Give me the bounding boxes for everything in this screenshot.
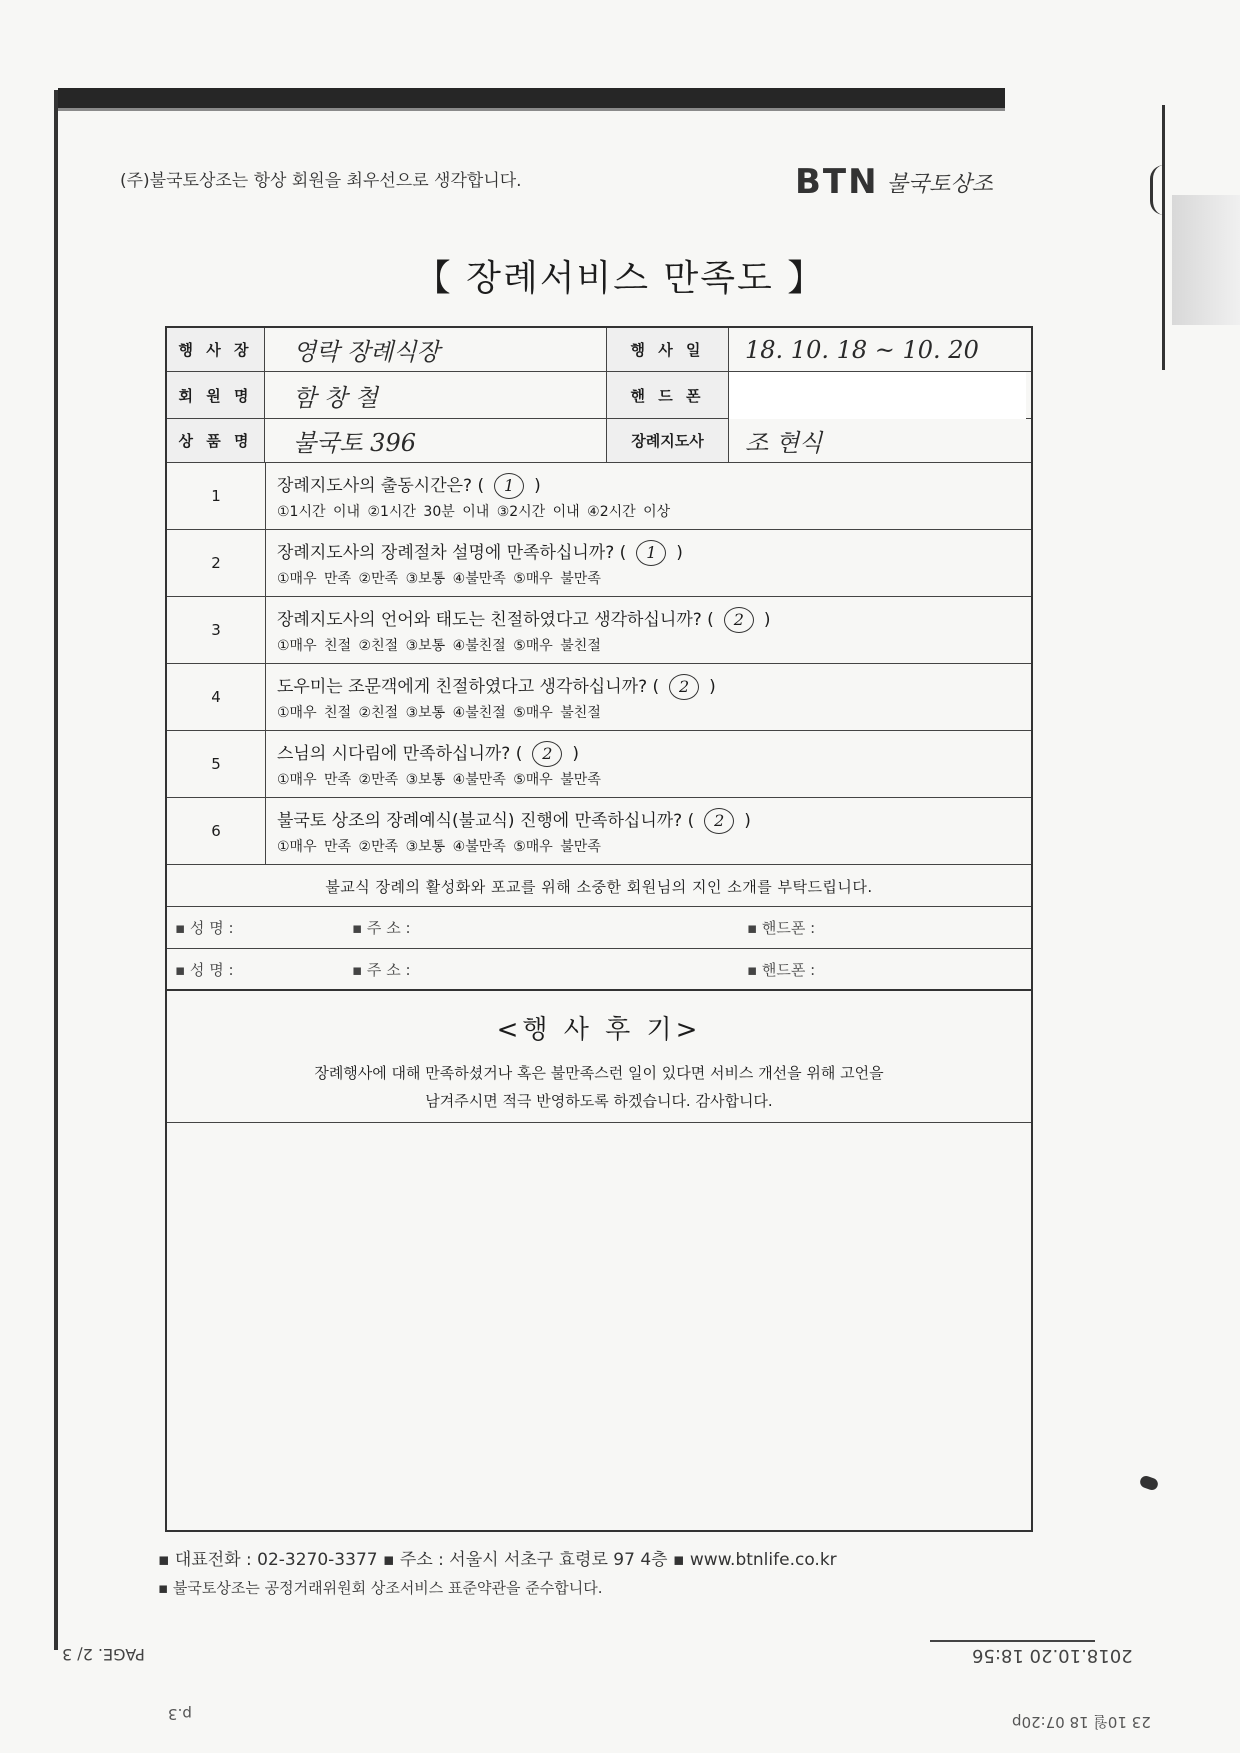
referral-phone-label: ▪ 핸드폰 : [747, 919, 816, 937]
circled-answer[interactable]: 1 [494, 473, 524, 499]
logo-company-name: 불국토상조 [886, 171, 993, 197]
footer-notice: ▪ 불국토상조는 공정거래위원회 상조서비스 표준약관을 준수합니다. [158, 1579, 603, 1597]
question-row [167, 731, 1031, 798]
question-options: ①매우 친절 ②친절 ③보통 ④불친절 ⑤매우 불친절 [277, 638, 601, 654]
circled-answer[interactable]: 2 [724, 607, 754, 633]
question-row [167, 597, 1031, 664]
question-text [277, 672, 716, 700]
ink-dot [1138, 1474, 1159, 1491]
fax-page-small: p.3 [168, 1705, 192, 1723]
circled-answer[interactable]: 2 [669, 674, 699, 700]
product-value: 불국토 396 [265, 419, 607, 462]
question-row [167, 463, 1031, 530]
date-label: 행 사 일 [607, 328, 729, 371]
right-scan-curve [1150, 165, 1171, 215]
product-label: 상 품 명 [167, 419, 265, 462]
director-label: 장례지도사 [607, 419, 729, 462]
fax-timestamp-small: 23 10월 18 07:20p [1012, 1713, 1151, 1731]
question-text [277, 739, 579, 767]
referral-message: 불교식 장례의 활성화와 포교를 위해 소중한 회원님의 지인 소개를 부탁드립니다. [167, 865, 1031, 907]
question-text [277, 471, 541, 499]
survey-form [165, 326, 1033, 1532]
page-title: 【 장례서비스 만족도 】 [414, 258, 826, 299]
redacted-phone [729, 372, 1026, 419]
circled-answer[interactable]: 2 [704, 808, 734, 834]
question-number: 1 [167, 463, 266, 529]
footer-contact: ▪ 대표전화 : 02-3270-3377 ▪ 주소 : 서울시 서초구 효령로 97 4층 ▪ www.btnlife.co.kr [158, 1550, 837, 1570]
question-options: ①매우 친절 ②친절 ③보통 ④불친절 ⑤매우 불친절 [277, 705, 601, 721]
question-label: 장례지도사의 장례절차 설명에 만족하십니까? ( [277, 543, 627, 563]
member-value: 함 창 철 [265, 372, 607, 418]
question-options: ①매우 만족 ②만족 ③보통 ④불만족 ⑤매우 불만족 [277, 839, 601, 855]
question-close: ) [534, 476, 541, 496]
question-row [167, 798, 1031, 865]
question-close: ) [744, 811, 751, 831]
review-instructions [167, 1059, 1031, 1115]
referral-address-label: ▪ 주 소 : [352, 919, 411, 937]
referral-name-label: ▪ 성 명 : [175, 919, 234, 937]
question-close: ) [676, 543, 683, 563]
info-row-venue [167, 328, 1031, 372]
question-close: ) [709, 677, 716, 697]
question-label: 장례지도사의 언어와 태도는 친절하였다고 생각하십니까? ( [277, 610, 714, 630]
left-scan-edge [54, 90, 58, 1650]
question-text [277, 605, 770, 633]
question-number: 4 [167, 664, 266, 730]
review-line-2: 남겨주시면 적극 반영하도록 하겠습니다. 감사합니다. [425, 1092, 773, 1110]
question-text [277, 538, 683, 566]
company-logo [795, 162, 993, 202]
question-number: 2 [167, 530, 266, 596]
question-row [167, 664, 1031, 731]
question-close: ) [763, 610, 771, 630]
logo-btn-text: BTN [795, 162, 879, 202]
question-number: 6 [167, 798, 266, 864]
referral-row [167, 949, 1031, 991]
circled-answer[interactable]: 2 [532, 741, 562, 767]
referral-phone-label: ▪ 핸드폰 : [747, 961, 816, 979]
referral-address-label: ▪ 주 소 : [352, 961, 411, 979]
question-label: 도우미는 조문객에게 친절하였다고 생각하십니까? ( [277, 677, 660, 697]
review-textarea[interactable] [167, 1123, 1031, 1530]
question-label: 장례지도사의 출동시간은? ( [277, 476, 485, 496]
question-row [167, 530, 1031, 597]
venue-label: 행 사 장 [167, 328, 265, 371]
question-options: ①1시간 이내 ②1시간 30분 이내 ③2시간 이내 ④2시간 이상 [277, 504, 671, 520]
question-label: 스님의 시다림에 만족하십니까? ( [277, 744, 523, 764]
top-bar-shadow [58, 108, 1005, 111]
phone-label: 핸 드 폰 [607, 372, 729, 418]
question-close: ) [572, 744, 579, 764]
question-options: ①매우 만족 ②만족 ③보통 ④불만족 ⑤매우 불만족 [277, 772, 601, 788]
fax-underline [930, 1640, 1095, 1642]
info-row-product [167, 419, 1031, 463]
date-value: 18. 10. 18 ~ 10. 20 [745, 335, 979, 364]
member-label: 회 원 명 [167, 372, 265, 418]
fax-page-number: PAGE. 2/ 3 [62, 1645, 145, 1664]
top-black-bar [58, 88, 1005, 108]
question-options: ①매우 만족 ②만족 ③보통 ④불만족 ⑤매우 불만족 [277, 571, 601, 587]
right-scan-edge [1162, 105, 1165, 370]
referral-row [167, 907, 1031, 949]
fax-timestamp: 2018.10.20 18:56 [972, 1645, 1133, 1666]
tagline: (주)불국토상조는 항상 회원을 최우선으로 생각합니다. [120, 171, 522, 191]
circled-answer[interactable]: 1 [636, 540, 666, 566]
venue-value: 영락 장례식장 [265, 328, 607, 371]
review-line-1: 장례행사에 대해 만족하셨거나 혹은 불만족스런 일이 있다면 서비스 개선을 위해 고언을 [314, 1064, 884, 1082]
director-value: 조 현식 [745, 429, 823, 457]
referral-name-label: ▪ 성 명 : [175, 961, 234, 979]
review-header [167, 991, 1031, 1123]
question-number: 3 [167, 597, 266, 663]
question-text [277, 806, 751, 834]
question-number: 5 [167, 731, 266, 797]
review-title: <행 사 후 기> [496, 1015, 702, 1045]
question-label: 불국토 상조의 장례예식(불교식) 진행에 만족하십니까? ( [277, 811, 695, 831]
